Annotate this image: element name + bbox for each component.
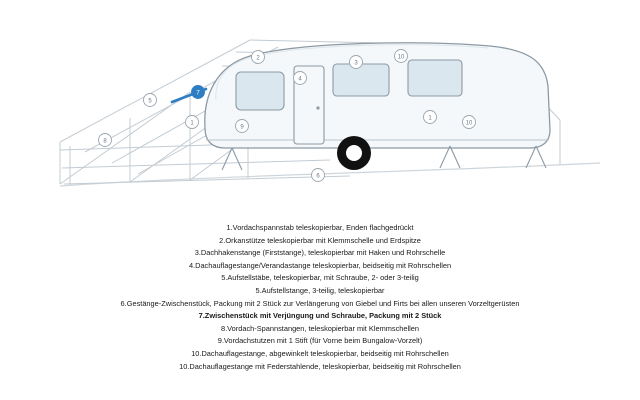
legend-item-10b: 10.Dachauflagestange mit Federstahlende, teleskopierbar, beidseitig mit Rohrschellen (179, 361, 461, 371)
callout-5 (144, 94, 157, 107)
callout-10b (395, 50, 408, 63)
svg-text:10: 10 (397, 54, 405, 61)
svg-text:9: 9 (240, 124, 244, 131)
callout-7 (192, 86, 205, 99)
callout-8 (99, 134, 112, 147)
legend-item-4: 4.Dachauflagestange/Verandastange teleskopierbar, beidseitig mit Rohrschellen (188, 260, 452, 270)
svg-text:10: 10 (465, 120, 473, 127)
svg-text:1: 1 (428, 115, 432, 122)
svg-text:8: 8 (103, 138, 107, 145)
legend-item-5a: 5.Aufstellstäbe, teleskopierbar, mit Schraube, 2- oder 3-teilig (221, 273, 419, 283)
svg-text:5: 5 (148, 98, 152, 105)
svg-text:7: 7 (196, 90, 200, 97)
callout-10a (463, 116, 476, 129)
callout-1a (186, 116, 199, 129)
legend-item-6: 6.Gestänge-Zwischenstück, Packung mit 2 Stück zur Verlängerung von Giebel und Firts bei allen unseren Vorzeltgerüsten (120, 298, 520, 308)
callout-3 (350, 56, 363, 69)
legend-item-10a: 10.Dachauflagestange, abgewinkelt teleskopierbar, beidseitig mit Rohrschellen (191, 348, 449, 358)
svg-text:4: 4 (298, 76, 302, 83)
callout-4 (294, 72, 307, 85)
legend-item-1: 1.Vordachspannstab teleskopierbar, Enden flachgedrückt (226, 223, 414, 232)
svg-text:3: 3 (354, 60, 358, 67)
callout-2 (252, 51, 265, 64)
legend-list (0, 222, 640, 373)
legend-item-7: 7.Zwischenstück mit Verjüngung und Schraube, Packung mit 2 Stück (198, 311, 442, 321)
legend-item-3: 3.Dachhakenstange (Firststange), teleskopierbar mit Haken und Rohrschelle (194, 248, 446, 258)
callout-1b (424, 111, 437, 124)
legend-item-5b: 5.Aufstellstange, 3-teilig, teleskopierbar (255, 285, 385, 295)
legend-item-8: 8.Vordach-Spannstangen, teleskopierbar mit Klemmschellen (220, 323, 419, 333)
svg-text:6: 6 (316, 173, 320, 180)
callout-6 (312, 169, 325, 182)
svg-text:1: 1 (190, 120, 194, 127)
support-legs (222, 146, 546, 170)
caravan-wheel (337, 136, 371, 170)
legend-item-2: 2.Orkanstütze teleskopierbar mit Klemmschelle und Erdspitze (219, 235, 421, 245)
svg-text:2: 2 (256, 55, 260, 62)
legend-item-9: 9.Vordachstutzen mit 1 Stift (für Vorne beim Bungalow-Vorzelt) (217, 336, 423, 346)
callout-9 (236, 120, 249, 133)
